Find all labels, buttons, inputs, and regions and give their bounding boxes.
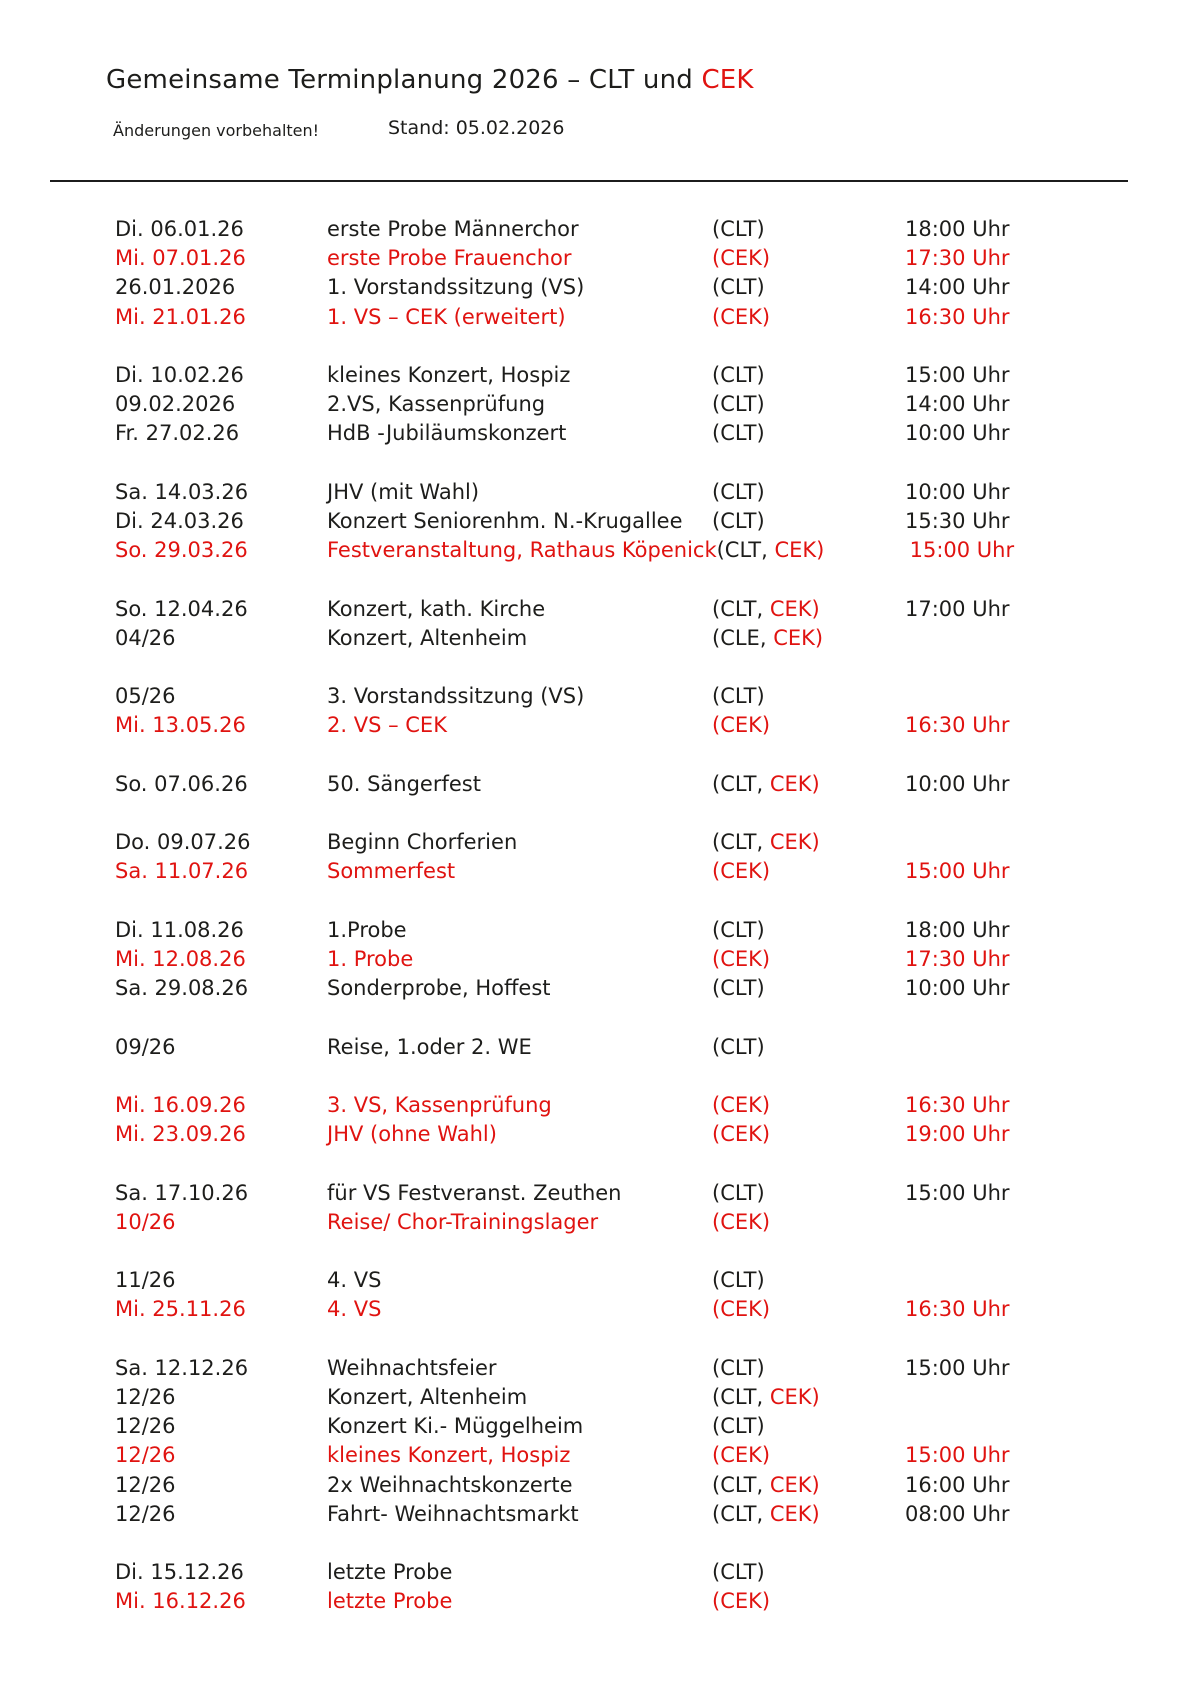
row-event: erste Probe Männerchor (327, 217, 579, 241)
schedule-group (115, 1033, 1190, 1062)
row-organization-cek: (CEK) (712, 946, 771, 971)
row-event: 4. VS (327, 1297, 382, 1322)
row-organization (712, 1587, 905, 1616)
schedule-row (115, 828, 1190, 857)
row-organization-cek: (CEK) (712, 713, 771, 738)
schedule-row (115, 273, 1190, 302)
row-organization-clt: (CLT) (712, 1560, 765, 1585)
row-organization (712, 419, 905, 448)
row-event: JHV (mit Wahl) (327, 479, 480, 504)
row-organization-clt: (CLT) (712, 1034, 765, 1059)
row-organization (712, 1471, 905, 1500)
row-event: 1.Probe (327, 917, 407, 942)
row-date: Sa. 11.07.26 (115, 859, 249, 884)
row-event: Konzert, kath. Kirche (327, 596, 546, 621)
row-organization (717, 536, 910, 565)
schedule-row (115, 244, 1190, 273)
row-date: 12/26 (115, 1501, 176, 1526)
row-time (905, 1266, 1190, 1295)
row-organization-cek: (CEK) (712, 1443, 771, 1468)
row-date: Sa. 12.12.26 (115, 1355, 249, 1380)
schedule-row (115, 478, 1190, 507)
row-date: 09/26 (115, 1034, 176, 1059)
row-date: So. 12.04.26 (115, 596, 248, 621)
schedule-row (115, 303, 1190, 332)
row-date: 05/26 (115, 684, 176, 709)
row-time: 16:00 Uhr (905, 1472, 1010, 1497)
row-date: Di. 11.08.26 (115, 917, 244, 942)
row-time: 18:00 Uhr (905, 217, 1010, 241)
row-event: für VS Festveranst. Zeuthen (327, 1180, 622, 1205)
row-organization (712, 1558, 905, 1587)
row-organization-clt: (CLT) (712, 479, 765, 504)
row-organization-cek: CEK) (769, 596, 820, 621)
row-event: 4. VS (327, 1268, 382, 1293)
schedule-row (115, 536, 1190, 565)
row-organization-clt: (CLT, (712, 830, 770, 855)
row-date: Di. 06.01.26 (115, 217, 244, 241)
row-time: 16:30 Uhr (905, 713, 1010, 738)
row-time (905, 1587, 1190, 1616)
row-organization (712, 215, 905, 244)
row-event: Reise, 1.oder 2. WE (327, 1034, 532, 1059)
schedule-group (115, 215, 1190, 332)
row-date: Di. 24.03.26 (115, 509, 244, 533)
row-time: 15:00 Uhr (905, 1355, 1010, 1380)
row-organization (712, 828, 905, 857)
row-organization-clt: (CLT) (712, 1414, 765, 1439)
row-organization-cek: CEK) (769, 830, 820, 855)
row-date: Sa. 29.08.26 (115, 976, 249, 1001)
row-organization-clt: (CLT) (712, 392, 765, 417)
row-organization (712, 1412, 905, 1441)
row-organization-clt: (CLT) (712, 421, 765, 446)
row-date: Sa. 14.03.26 (115, 479, 249, 504)
row-time (905, 1412, 1190, 1441)
row-time (905, 1208, 1190, 1237)
schedule-row (115, 1500, 1190, 1529)
row-event: Sonderprobe, Hoffest (327, 976, 551, 1001)
row-event: Festveranstaltung, Rathaus Köpenick (327, 538, 717, 563)
row-date: 09.02.2026 (115, 392, 236, 417)
row-organization-clt: (CLT, (712, 1501, 770, 1526)
schedule-row (115, 361, 1190, 390)
row-organization (712, 1179, 905, 1208)
schedule-row (115, 770, 1190, 799)
row-date: Mi. 07.01.26 (115, 246, 246, 271)
row-organization-cek: (CEK) (712, 246, 771, 271)
status-date: Stand: 05.02.2026 (388, 117, 565, 139)
row-date: 12/26 (115, 1384, 176, 1409)
row-organization (712, 595, 905, 624)
row-date: Di. 15.12.26 (115, 1560, 244, 1585)
schedule-row (115, 595, 1190, 624)
row-date: 04/26 (115, 625, 176, 650)
schedule-group (115, 1266, 1190, 1324)
row-date: 12/26 (115, 1472, 176, 1497)
row-organization (712, 857, 905, 886)
schedule-row (115, 1558, 1190, 1587)
row-organization (712, 507, 905, 536)
row-organization-cek: (CEK) (712, 1209, 771, 1234)
row-organization-cek: (CEK) (712, 1297, 771, 1322)
schedule-row (115, 624, 1190, 653)
row-time: 10:00 Uhr (905, 421, 1010, 446)
row-time: 14:00 Uhr (905, 392, 1010, 417)
row-organization-clt: (CLT, (712, 1384, 770, 1409)
schedule-row (115, 1208, 1190, 1237)
schedule-row (115, 916, 1190, 945)
row-organization (712, 361, 905, 390)
row-event: Konzert Seniorenhm. N.-Krugallee (327, 509, 683, 533)
row-organization-clt: (CLT) (712, 1268, 765, 1293)
row-time: 18:00 Uhr (905, 917, 1010, 942)
row-event: Weihnachtsfeier (327, 1355, 497, 1380)
row-organization-cek: CEK) (773, 625, 824, 650)
row-organization (712, 1295, 905, 1324)
schedule-group (115, 1091, 1190, 1149)
row-organization-clt: (CLT) (712, 1180, 765, 1205)
row-event: Konzert Ki.- Müggelheim (327, 1414, 584, 1439)
row-event: 3. VS, Kassenprüfung (327, 1092, 552, 1117)
row-time: 15:00 Uhr (905, 1443, 1010, 1468)
row-event: Reise/ Chor-Trainingslager (327, 1209, 599, 1234)
row-organization-cek: (CEK) (712, 859, 771, 884)
row-event: HdB -Jubiläumskonzert (327, 421, 567, 446)
row-organization (712, 244, 905, 273)
row-date: 12/26 (115, 1414, 176, 1439)
row-event: kleines Konzert, Hospiz (327, 363, 571, 387)
schedule-group (115, 828, 1190, 886)
row-organization-clt: (CLT, (712, 771, 770, 796)
row-time: 15:00 Uhr (905, 859, 1010, 884)
schedule-group (115, 1558, 1190, 1616)
row-organization (712, 1441, 905, 1470)
row-date: Mi. 12.08.26 (115, 946, 246, 971)
schedule-row (115, 945, 1190, 974)
row-time: 19:00 Uhr (905, 1122, 1010, 1147)
row-organization-cek: CEK) (769, 1384, 820, 1409)
row-date: Mi. 21.01.26 (115, 304, 246, 329)
row-organization-cek: (CEK) (712, 1092, 771, 1117)
schedule-row (115, 1091, 1190, 1120)
row-organization-cek: CEK) (769, 1472, 820, 1497)
row-organization (712, 1120, 905, 1149)
row-organization-cek: (CEK) (712, 1122, 771, 1147)
row-event: 2.VS, Kassenprüfung (327, 392, 546, 417)
row-time: 10:00 Uhr (905, 976, 1010, 1001)
row-event: 50. Sängerfest (327, 771, 481, 796)
schedule-row (115, 419, 1190, 448)
schedule-row (115, 1383, 1190, 1412)
row-date: Mi. 23.09.26 (115, 1122, 246, 1147)
row-date: 12/26 (115, 1443, 176, 1468)
schedule-row (115, 1354, 1190, 1383)
row-organization-clt: (CLT, (712, 596, 770, 621)
row-date: 10/26 (115, 1209, 176, 1234)
schedule-row (115, 507, 1190, 536)
row-organization (712, 1354, 905, 1383)
row-organization (712, 1208, 905, 1237)
row-organization-clt: (CLT) (712, 684, 765, 709)
row-time: 17:30 Uhr (905, 246, 1010, 271)
row-time: 15:00 Uhr (905, 363, 1010, 387)
row-time: 16:30 Uhr (905, 1092, 1010, 1117)
page-title-accent: CEK (701, 65, 754, 96)
row-event: 2x Weihnachtskonzerte (327, 1472, 573, 1497)
row-date: Fr. 27.02.26 (115, 421, 240, 446)
schedule-row (115, 1033, 1190, 1062)
row-organization (712, 273, 905, 302)
row-organization (712, 916, 905, 945)
row-time: 16:30 Uhr (905, 304, 1010, 329)
row-time (905, 624, 1190, 653)
row-organization (712, 1383, 905, 1412)
row-event: erste Probe Frauenchor (327, 246, 572, 271)
row-event: 1. Vorstandssitzung (VS) (327, 275, 585, 300)
row-event: letzte Probe (327, 1560, 453, 1585)
row-event: Konzert, Altenheim (327, 625, 528, 650)
schedule-group (115, 770, 1190, 799)
row-organization (712, 1266, 905, 1295)
row-organization-clt: (CLE, (712, 625, 774, 650)
row-date: Do. 09.07.26 (115, 830, 251, 855)
row-organization (712, 1091, 905, 1120)
row-organization-cek: CEK) (774, 538, 825, 563)
row-time: 16:30 Uhr (905, 1297, 1010, 1322)
schedule-table (115, 215, 1190, 1646)
row-organization (712, 1500, 905, 1529)
page-title-main: Gemeinsame Terminplanung 2026 – CLT und (106, 65, 702, 96)
row-organization-clt: (CLT, (712, 1472, 770, 1497)
row-organization (712, 974, 905, 1003)
row-organization (712, 711, 905, 740)
row-event: letzte Probe (327, 1589, 453, 1614)
schedule-group (115, 1354, 1190, 1529)
row-organization (712, 303, 905, 332)
page-title (106, 65, 754, 95)
schedule-group (115, 361, 1190, 449)
schedule-row (115, 1587, 1190, 1616)
row-date: 11/26 (115, 1268, 176, 1293)
row-event: 3. Vorstandssitzung (VS) (327, 684, 585, 709)
row-time: 17:30 Uhr (905, 946, 1010, 971)
row-organization-clt: (CLT) (712, 917, 765, 942)
header-divider (50, 180, 1128, 182)
row-time: 10:00 Uhr (905, 771, 1010, 796)
schedule-group (115, 916, 1190, 1004)
row-date: Sa. 17.10.26 (115, 1180, 249, 1205)
schedule-row (115, 682, 1190, 711)
changes-reserved-note: Änderungen vorbehalten! (113, 121, 320, 140)
row-time (905, 1033, 1190, 1062)
schedule-group (115, 595, 1190, 653)
row-organization (712, 945, 905, 974)
row-time: 14:00 Uhr (905, 275, 1010, 300)
row-organization (712, 682, 905, 711)
schedule-row (115, 1471, 1190, 1500)
row-event: 2. VS – CEK (327, 713, 447, 738)
schedule-row (115, 857, 1190, 886)
row-date: Di. 10.02.26 (115, 363, 244, 387)
schedule-row (115, 1266, 1190, 1295)
row-time (905, 1558, 1190, 1587)
row-organization (712, 1033, 905, 1062)
row-date: So. 07.06.26 (115, 771, 248, 796)
row-event: 1. VS – CEK (erweitert) (327, 304, 566, 329)
row-organization-clt: (CLT) (712, 217, 765, 241)
row-date: Mi. 16.12.26 (115, 1589, 246, 1614)
schedule-row (115, 215, 1190, 244)
row-date: Mi. 16.09.26 (115, 1092, 246, 1117)
row-organization-clt: (CLT) (712, 1355, 765, 1380)
row-date: So. 29.03.26 (115, 538, 248, 563)
row-date: 26.01.2026 (115, 275, 236, 300)
row-time: 15:30 Uhr (905, 509, 1010, 533)
schedule-group (115, 682, 1190, 740)
row-time: 17:00 Uhr (905, 596, 1010, 621)
row-organization-cek: CEK) (769, 771, 820, 796)
row-time (905, 1383, 1190, 1412)
schedule-row (115, 390, 1190, 419)
row-organization-cek: (CEK) (712, 1589, 771, 1614)
row-event: Sommerfest (327, 859, 456, 884)
schedule-group (115, 1179, 1190, 1237)
row-time (905, 682, 1190, 711)
row-date: Mi. 25.11.26 (115, 1297, 246, 1322)
row-organization-clt: (CLT) (712, 363, 765, 387)
row-event: Fahrt- Weihnachtsmarkt (327, 1501, 579, 1526)
schedule-row (115, 1412, 1190, 1441)
schedule-row (115, 1295, 1190, 1324)
row-time: 15:00 Uhr (909, 538, 1015, 563)
row-time: 15:00 Uhr (905, 1180, 1010, 1205)
schedule-row (115, 1120, 1190, 1149)
row-time: 10:00 Uhr (905, 479, 1010, 504)
row-event: kleines Konzert, Hospiz (327, 1443, 571, 1468)
row-event: Beginn Chorferien (327, 830, 518, 855)
row-organization (712, 624, 905, 653)
schedule-group (115, 478, 1190, 566)
row-organization-clt: (CLT, (716, 538, 775, 563)
schedule-row (115, 711, 1190, 740)
row-event: Konzert, Altenheim (327, 1384, 528, 1409)
schedule-row (115, 1441, 1190, 1470)
row-date: Mi. 13.05.26 (115, 713, 246, 738)
row-organization-clt: (CLT) (712, 976, 765, 1001)
schedule-row (115, 974, 1190, 1003)
row-event: JHV (ohne Wahl) (327, 1122, 497, 1147)
row-organization (712, 770, 905, 799)
row-organization-cek: CEK) (769, 1501, 820, 1526)
schedule-row (115, 1179, 1190, 1208)
row-event: 1. Probe (327, 946, 414, 971)
row-organization-clt: (CLT) (712, 275, 765, 300)
row-organization (712, 478, 905, 507)
row-organization-clt: (CLT) (712, 509, 765, 533)
row-organization (712, 390, 905, 419)
row-time: 08:00 Uhr (905, 1501, 1010, 1526)
row-organization-cek: (CEK) (712, 304, 771, 329)
row-time (905, 828, 1190, 857)
